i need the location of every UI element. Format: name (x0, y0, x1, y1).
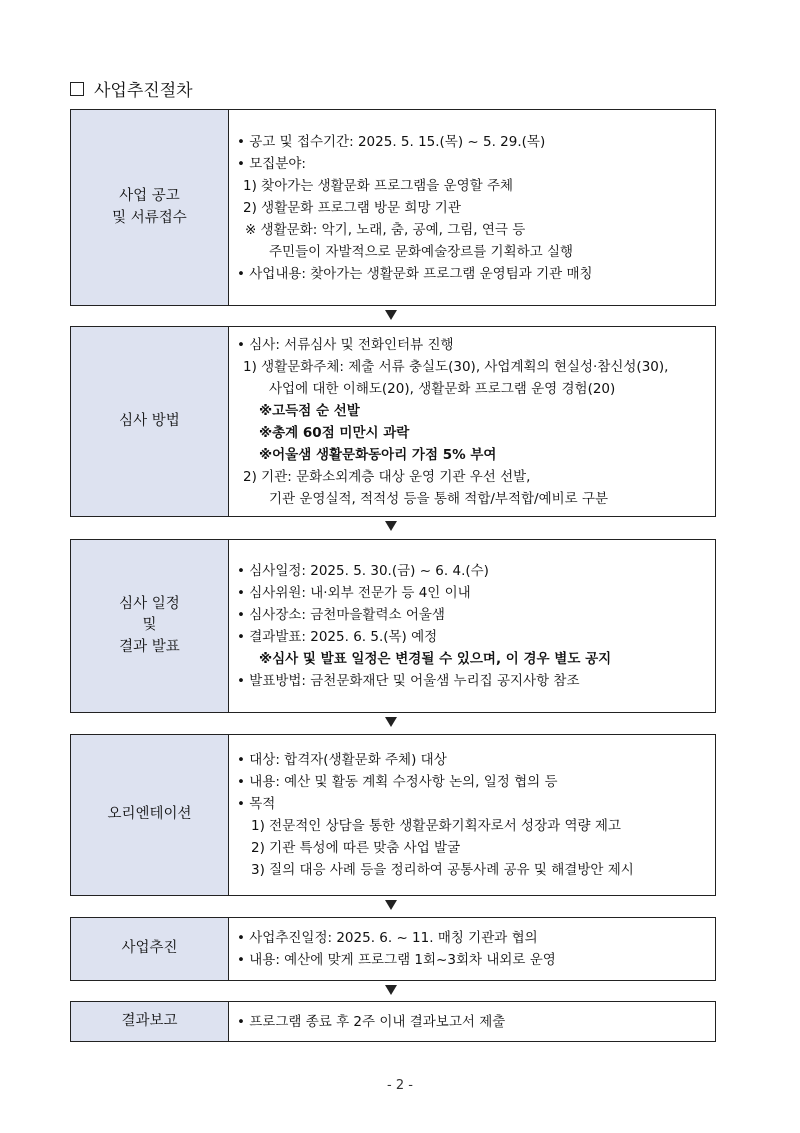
content-line: ※총계 60점 미만시 과락 (259, 424, 410, 441)
content-line: • 심사위원: 내·외부 전문가 등 4인 이내 (237, 585, 471, 601)
down-arrow-icon (385, 985, 397, 995)
content-line: 2) 기관: 문화소외계층 대상 운영 기관 우선 선발, (243, 468, 531, 485)
down-arrow-icon (385, 521, 397, 531)
content-line: • 대상: 합격자(생활문화 주체) 대상 (237, 752, 447, 768)
content-line: • 모집분야: (237, 155, 306, 172)
content-line: • 내용: 예산 및 활동 계획 수정사항 논의, 일정 협의 등 (237, 774, 558, 790)
content-line: • 심사: 서류심사 및 전화인터뷰 진행 (237, 336, 454, 353)
content-line: 1) 찾아가는 생활문화 프로그램을 운영할 주체 (243, 177, 514, 194)
content-line: • 목적 (237, 796, 276, 812)
content-line: 2) 생활문화 프로그램 방문 희망 기관 (243, 199, 461, 216)
down-arrow-icon (385, 717, 397, 727)
step-content (229, 110, 715, 305)
content-line: • 심사장소: 금천마을활력소 어울샘 (237, 607, 445, 623)
checkbox-square-icon (70, 82, 84, 96)
down-arrow-icon (385, 310, 397, 320)
content-line: • 프로그램 종료 후 2주 이내 결과보고서 제출 (237, 1013, 506, 1030)
step-box-4 (70, 734, 716, 896)
step-label: 심사 일정 및 결과 발표 (71, 540, 229, 712)
content-line: • 결과발표: 2025. 6. 5.(목) 예정 (237, 629, 438, 645)
step-box-2 (70, 326, 716, 517)
step-label: 사업 공고 및 서류접수 (71, 110, 229, 305)
section-heading (70, 76, 193, 101)
step-content (229, 1002, 715, 1041)
page-number: - 2 - (387, 1078, 413, 1093)
content-line: ※ 생활문화: 악기, 노래, 춤, 공예, 그림, 연극 등 (245, 221, 526, 238)
content-line: 1) 전문적인 상담을 통한 생활문화기획자로서 성장과 역량 제고 (251, 818, 621, 834)
step-content (229, 918, 715, 980)
content-line: • 공고 및 접수기간: 2025. 5. 15.(목) ~ 5. 29.(목) (237, 133, 546, 150)
step-box-5 (70, 917, 716, 981)
step-box-6 (70, 1001, 716, 1042)
content-line: 2) 기관 특성에 따른 맞춤 사업 발굴 (251, 840, 461, 856)
content-line: ※어울샘 생활문화동아리 가점 5% 부여 (259, 446, 497, 463)
step-content (229, 327, 715, 516)
down-arrow-icon (385, 900, 397, 910)
step-box-3 (70, 539, 716, 713)
step-label: 심사 방법 (71, 327, 229, 516)
heading-text: 사업추진절차 (94, 81, 193, 101)
step-label: 결과보고 (71, 1002, 229, 1041)
content-line: • 사업추진일정: 2025. 6. ~ 11. 매칭 기관과 협의 (237, 930, 538, 946)
content-line: • 사업내용: 찾아가는 생활문화 프로그램 운영팀과 기관 매칭 (237, 265, 593, 282)
step-content (229, 540, 715, 712)
step-label: 오리엔테이션 (71, 735, 229, 895)
step-content (229, 735, 715, 895)
step-box-1 (70, 109, 716, 306)
content-line: 사업에 대한 이해도(20), 생활문화 프로그램 운영 경험(20) (269, 380, 616, 397)
content-line: ※고득점 순 선발 (259, 402, 360, 419)
content-line: ※심사 및 발표 일정은 변경될 수 있으며, 이 경우 별도 공지 (259, 651, 612, 667)
content-line: • 발표방법: 금천문화재단 및 어울샘 누리집 공지사항 참조 (237, 673, 580, 689)
content-line: 1) 생활문화주체: 제출 서류 충실도(30), 사업계획의 현실성·참신성(30), (243, 358, 669, 375)
content-line: 3) 질의 대응 사례 등을 정리하여 공통사례 공유 및 해결방안 제시 (251, 862, 634, 878)
content-line: 기관 운영실적, 적적성 등을 통해 적합/부적합/예비로 구분 (269, 490, 609, 507)
content-line: • 심사일정: 2025. 5. 30.(금) ~ 6. 4.(수) (237, 563, 489, 579)
content-line: 주민들이 자발적으로 문화예술장르를 기획하고 실행 (269, 243, 574, 260)
step-label: 사업추진 (71, 918, 229, 980)
content-line: • 내용: 예산에 맞게 프로그램 1회~3회차 내외로 운영 (237, 952, 556, 968)
